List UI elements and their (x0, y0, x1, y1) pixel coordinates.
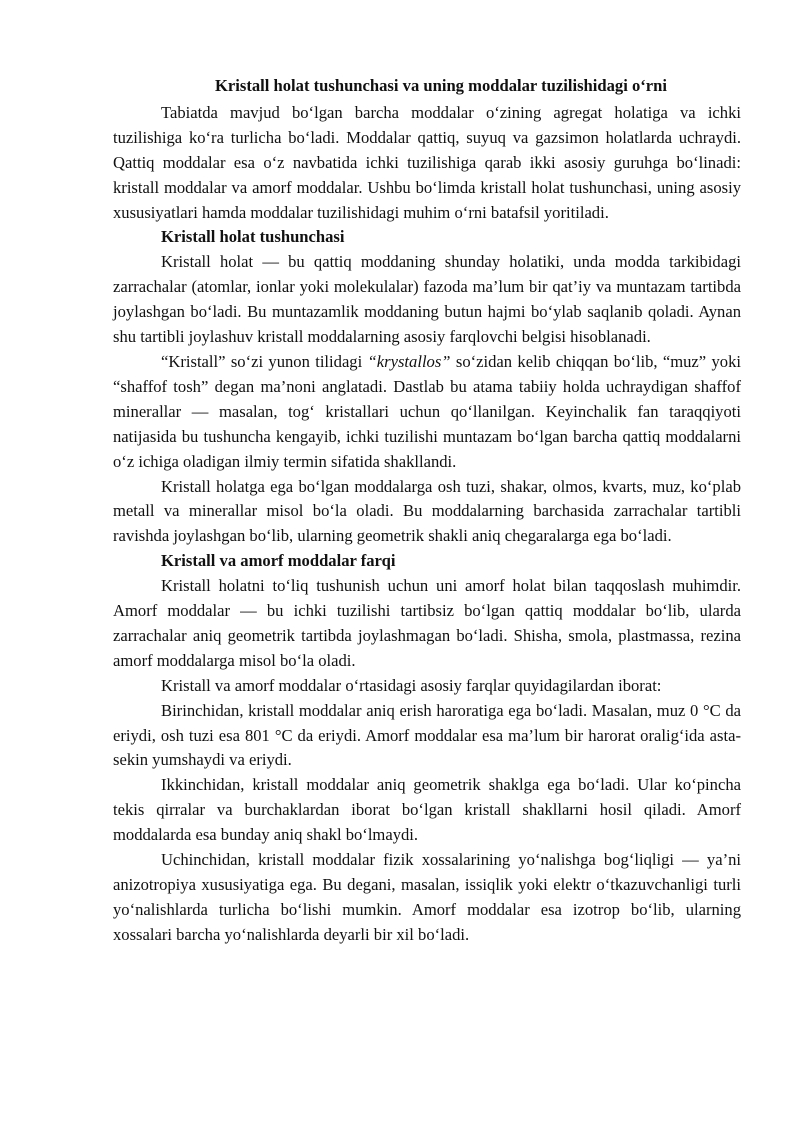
section-heading-kristall-amorf: Kristall va amorf moddalar farqi (161, 551, 396, 571)
etymology-term: “krystallos” (367, 351, 451, 371)
intro-paragraph: Tabiatda mavjud bo‘lgan barcha moddalar o‘zining agregat holatiga va ichki tuzilishiga ko‘ra turlicha bo‘ladi. Moddalar qattiq, suyuq va gazsimon holatlarda uchraydi. Qattiq moddalar esa o‘z navbatida ichki tuzilishiga qarab ikki asosiy guruhga bo‘linadi: kristall moddalar va amorf moddalar. Ushbu bo‘limda kristall holat tushunchasi, uning asosiy xususiyatlari hamda moddalar tuzilishidagi muhim o‘rni batafsil yoritiladi. (113, 102, 741, 222)
paragraph-definition: Kristall holat — bu qattiq moddaning shunday holatiki, unda modda tarkibidagi zarrachalar (atomlar, ionlar yoki molekulalar) fazoda ma’lum bir qat’iy va muntazam tartibda joylashgan bo‘ladi. Bu muntazamlik moddaning butun hajmi bo‘ylab saqlanib qoladi. Aynan shu tartibli joylashuv kristall moddalarning asosiy farqlovchi belgisi hisoblanadi. (113, 252, 741, 347)
paragraph-examples: Kristall holatga ega bo‘lgan moddalarga osh tuzi, shakar, olmos, kvarts, muz, ko‘plab metall va minerallar misol bo‘la oladi. Bu moddalarning barchasida zarrachalar tartibli ravishda joylashgan bo‘lib, ularning geometrik shakli aniq chegaralarga ega bo‘ladi. (113, 476, 741, 546)
paragraph-first-difference: Birinchidan, kristall moddalar aniq erish haroratiga ega bo‘ladi. Masalan, muz 0 °C da eriydi, osh tuzi esa 801 °C da eriydi. Amorf moddalar esa ma’lum bir harorat oralig‘ida asta-sekin yumshaydi va eriydi. (113, 700, 741, 770)
paragraph-amorf-definition: Kristall holatni to‘liq tushunish uchun uni amorf holat bilan taqqoslash muhimdir. Amorf moddalar — bu ichki tuzilishi tartibsiz bo‘lgan qattiq moddalar bo‘lib, ularda zarrachalar aniq geometrik tartibda joylashmagan bo‘ladi. Shisha, smola, plastmassa, rezina amorf moddalarga misol bo‘la oladi. (113, 576, 741, 670)
paragraph-third-difference: Uchinchidan, kristall moddalar fizik xossalarining yo‘nalishga bog‘liqligi — ya’ni anizotropiya xususiyatiga ega. Bu degani, masalan, issiqlik yoki elektr o‘tkazuvchanligi turli yo‘nalishlarda turlicha bo‘lishi mumkin. Amorf moddalar esa izotrop bo‘lib, ularning xossalari barcha yo‘nalishlarda deyarli bir xil bo‘ladi. (113, 850, 741, 944)
document-page (113, 74, 741, 948)
paragraph-second-difference: Ikkinchidan, kristall moddalar aniq geometrik shaklga ega bo‘ladi. Ular ko‘pincha tekis qirralar va burchaklardan iborat bo‘lgan kristall shakllarni hosil qiladi. Amorf moddalarda esa bunday aniq shakl bo‘lmaydi. (113, 775, 741, 845)
etymology-text-end: so‘zidan kelib chiqqan bo‘lib, “muz” yoki “shaffof tosh” degan ma’noni anglatadi. Dastlab bu atama tabiiy holda uchraydigan shaffof minerallar — masalan, tog‘ kristallari uchun qo‘llanilgan. Keyinchalik fan taraqqiyoti natijasida bu tushuncha kengayib, ichki tuzilishi muntazam bo‘lgan barcha qattiq moddalarni o‘z ichiga oladigan ilmiy termin sifatida shakllandi. (113, 351, 741, 471)
paragraph-differences-intro: Kristall va amorf moddalar o‘rtasidagi asosiy farqlar quyidagilardan iborat: (161, 675, 662, 695)
etymology-text-start: “Kristall” so‘zi yunon tilidagi (161, 351, 368, 371)
paragraph-etymology (113, 350, 741, 475)
section-heading-kristall-holat: Kristall holat tushunchasi (161, 227, 345, 247)
document-title: Kristall holat tushunchasi va uning moddalar tuzilishidagi o‘rni (215, 76, 667, 95)
